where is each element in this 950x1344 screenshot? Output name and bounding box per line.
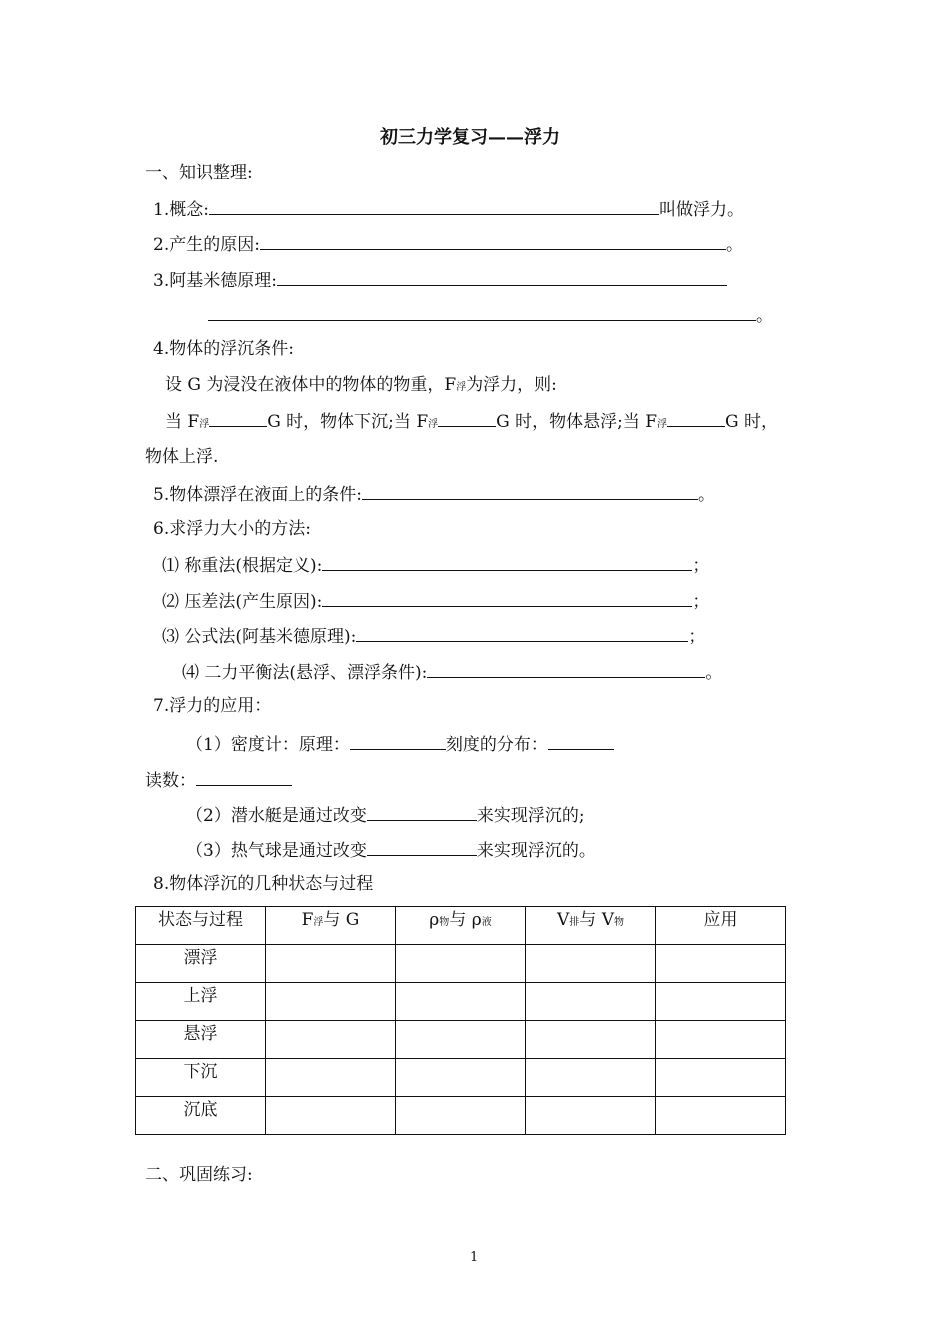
- item-2-label: 2.产生的原因:: [153, 235, 260, 255]
- item-4-line-3: 物体上浮.: [145, 447, 219, 467]
- item-1-concept: [153, 197, 744, 221]
- hydrometer-reading-blank[interactable]: [196, 768, 292, 786]
- application-reading: 读数：: [145, 768, 292, 792]
- table-cell[interactable]: [526, 983, 656, 1021]
- item-3-label: 3.阿基米德原理:: [153, 271, 277, 291]
- row-label: 下沉: [136, 1059, 266, 1097]
- item-2-blank[interactable]: [260, 232, 726, 250]
- header-application: 应用: [656, 907, 786, 945]
- table-cell[interactable]: [526, 1059, 656, 1097]
- table-cell[interactable]: [396, 945, 526, 983]
- method-3: ⑶ 公式法(阿基米德原理): ；: [162, 624, 705, 648]
- item-2-cause: [153, 232, 743, 256]
- item-4-definition: 设 G 为浸没在液体中的物体的物重，F浮为浮力，则:: [165, 375, 557, 395]
- table-cell[interactable]: [656, 983, 786, 1021]
- item-3-continuation: [208, 303, 773, 327]
- page-title: 初三力学复习——浮力: [380, 127, 560, 148]
- table-row: [136, 983, 786, 1021]
- method-4: ⑷ 二力平衡法(悬浮、漂浮条件): 。: [182, 660, 722, 684]
- table-row: [136, 1097, 786, 1135]
- table-cell[interactable]: [396, 1059, 526, 1097]
- table-cell[interactable]: [266, 1059, 396, 1097]
- item-4-conditions: 当 F浮 G 时，物体下沉;当 F浮 G 时，物体悬浮;当 F浮 G 时，: [165, 409, 778, 436]
- item-2-suffix: 。: [725, 235, 743, 255]
- item-3-suffix: 。: [756, 306, 773, 326]
- table-cell[interactable]: [396, 1021, 526, 1059]
- item-5-float-condition: 5.物体漂浮在液面上的条件: 。: [153, 482, 715, 506]
- row-label: 沉底: [136, 1097, 266, 1135]
- table-cell[interactable]: [656, 945, 786, 983]
- item-8-label: 8.物体浮沉的几种状态与过程: [153, 874, 374, 894]
- table-cell[interactable]: [526, 1097, 656, 1135]
- condition-blank-suspend[interactable]: [438, 409, 496, 427]
- table-cell[interactable]: [656, 1097, 786, 1135]
- row-label: 上浮: [136, 983, 266, 1021]
- item-3-blank-2[interactable]: [208, 303, 756, 321]
- application-hot-air-balloon: （3）热气球是通过改变 来实现浮沉的。: [186, 838, 596, 862]
- method-1: ⑴ 称重法(根据定义): ；: [162, 553, 709, 577]
- table-cell[interactable]: [266, 945, 396, 983]
- item-3-archimedes: [153, 268, 727, 292]
- table-cell[interactable]: [266, 983, 396, 1021]
- table-row: [136, 945, 786, 983]
- header-density: ρ物与 ρ液: [396, 907, 526, 945]
- header-state: 状态与过程: [136, 907, 266, 945]
- item-1-suffix: 叫做浮力。: [658, 200, 744, 220]
- method-2: ⑵ 压差法(产生原因): ；: [162, 589, 709, 613]
- table-cell[interactable]: [656, 1059, 786, 1097]
- application-hydrometer: （1）密度计：原理： 刻度的分布：: [186, 732, 614, 756]
- table-cell[interactable]: [396, 1097, 526, 1135]
- item-4-label: 4.物体的浮沉条件:: [153, 339, 294, 359]
- table-row: [136, 1059, 786, 1097]
- table-cell[interactable]: [526, 945, 656, 983]
- condition-blank-sink[interactable]: [209, 409, 267, 427]
- method-4-blank[interactable]: [427, 660, 705, 678]
- method-2-blank[interactable]: [322, 589, 692, 607]
- table-cell[interactable]: [266, 1097, 396, 1135]
- section-heading-1: 一、知识整理:: [145, 163, 253, 183]
- hydrometer-principle-blank[interactable]: [350, 732, 446, 750]
- method-3-blank[interactable]: [356, 624, 688, 642]
- table-cell[interactable]: [266, 1021, 396, 1059]
- item-5-blank[interactable]: [362, 482, 698, 500]
- item-1-blank[interactable]: [209, 197, 659, 215]
- hydrometer-scale-blank[interactable]: [548, 732, 614, 750]
- application-submarine: （2）潜水艇是通过改变 来实现浮沉的;: [186, 803, 585, 827]
- table-header-row: [136, 907, 786, 945]
- condition-blank-rise[interactable]: [667, 409, 725, 427]
- page-number: 1: [470, 1250, 479, 1265]
- section-heading-2: 二、巩固练习:: [145, 1165, 253, 1185]
- table-row: [136, 1021, 786, 1059]
- balloon-blank[interactable]: [367, 838, 477, 856]
- item-1-label: 1.概念:: [153, 200, 209, 220]
- states-table: [135, 906, 786, 1135]
- table-cell[interactable]: [656, 1021, 786, 1059]
- submarine-blank[interactable]: [367, 803, 477, 821]
- table-cell[interactable]: [396, 983, 526, 1021]
- method-1-blank[interactable]: [322, 553, 692, 571]
- header-force: F浮与 G: [266, 907, 396, 945]
- row-label: 悬浮: [136, 1021, 266, 1059]
- header-volume: V排与 V物: [526, 907, 656, 945]
- item-3-blank-1[interactable]: [277, 268, 727, 286]
- item-7-label: 7.浮力的应用：: [153, 696, 272, 716]
- table-cell[interactable]: [526, 1021, 656, 1059]
- row-label: 漂浮: [136, 945, 266, 983]
- item-6-label: 6.求浮力大小的方法:: [153, 519, 311, 539]
